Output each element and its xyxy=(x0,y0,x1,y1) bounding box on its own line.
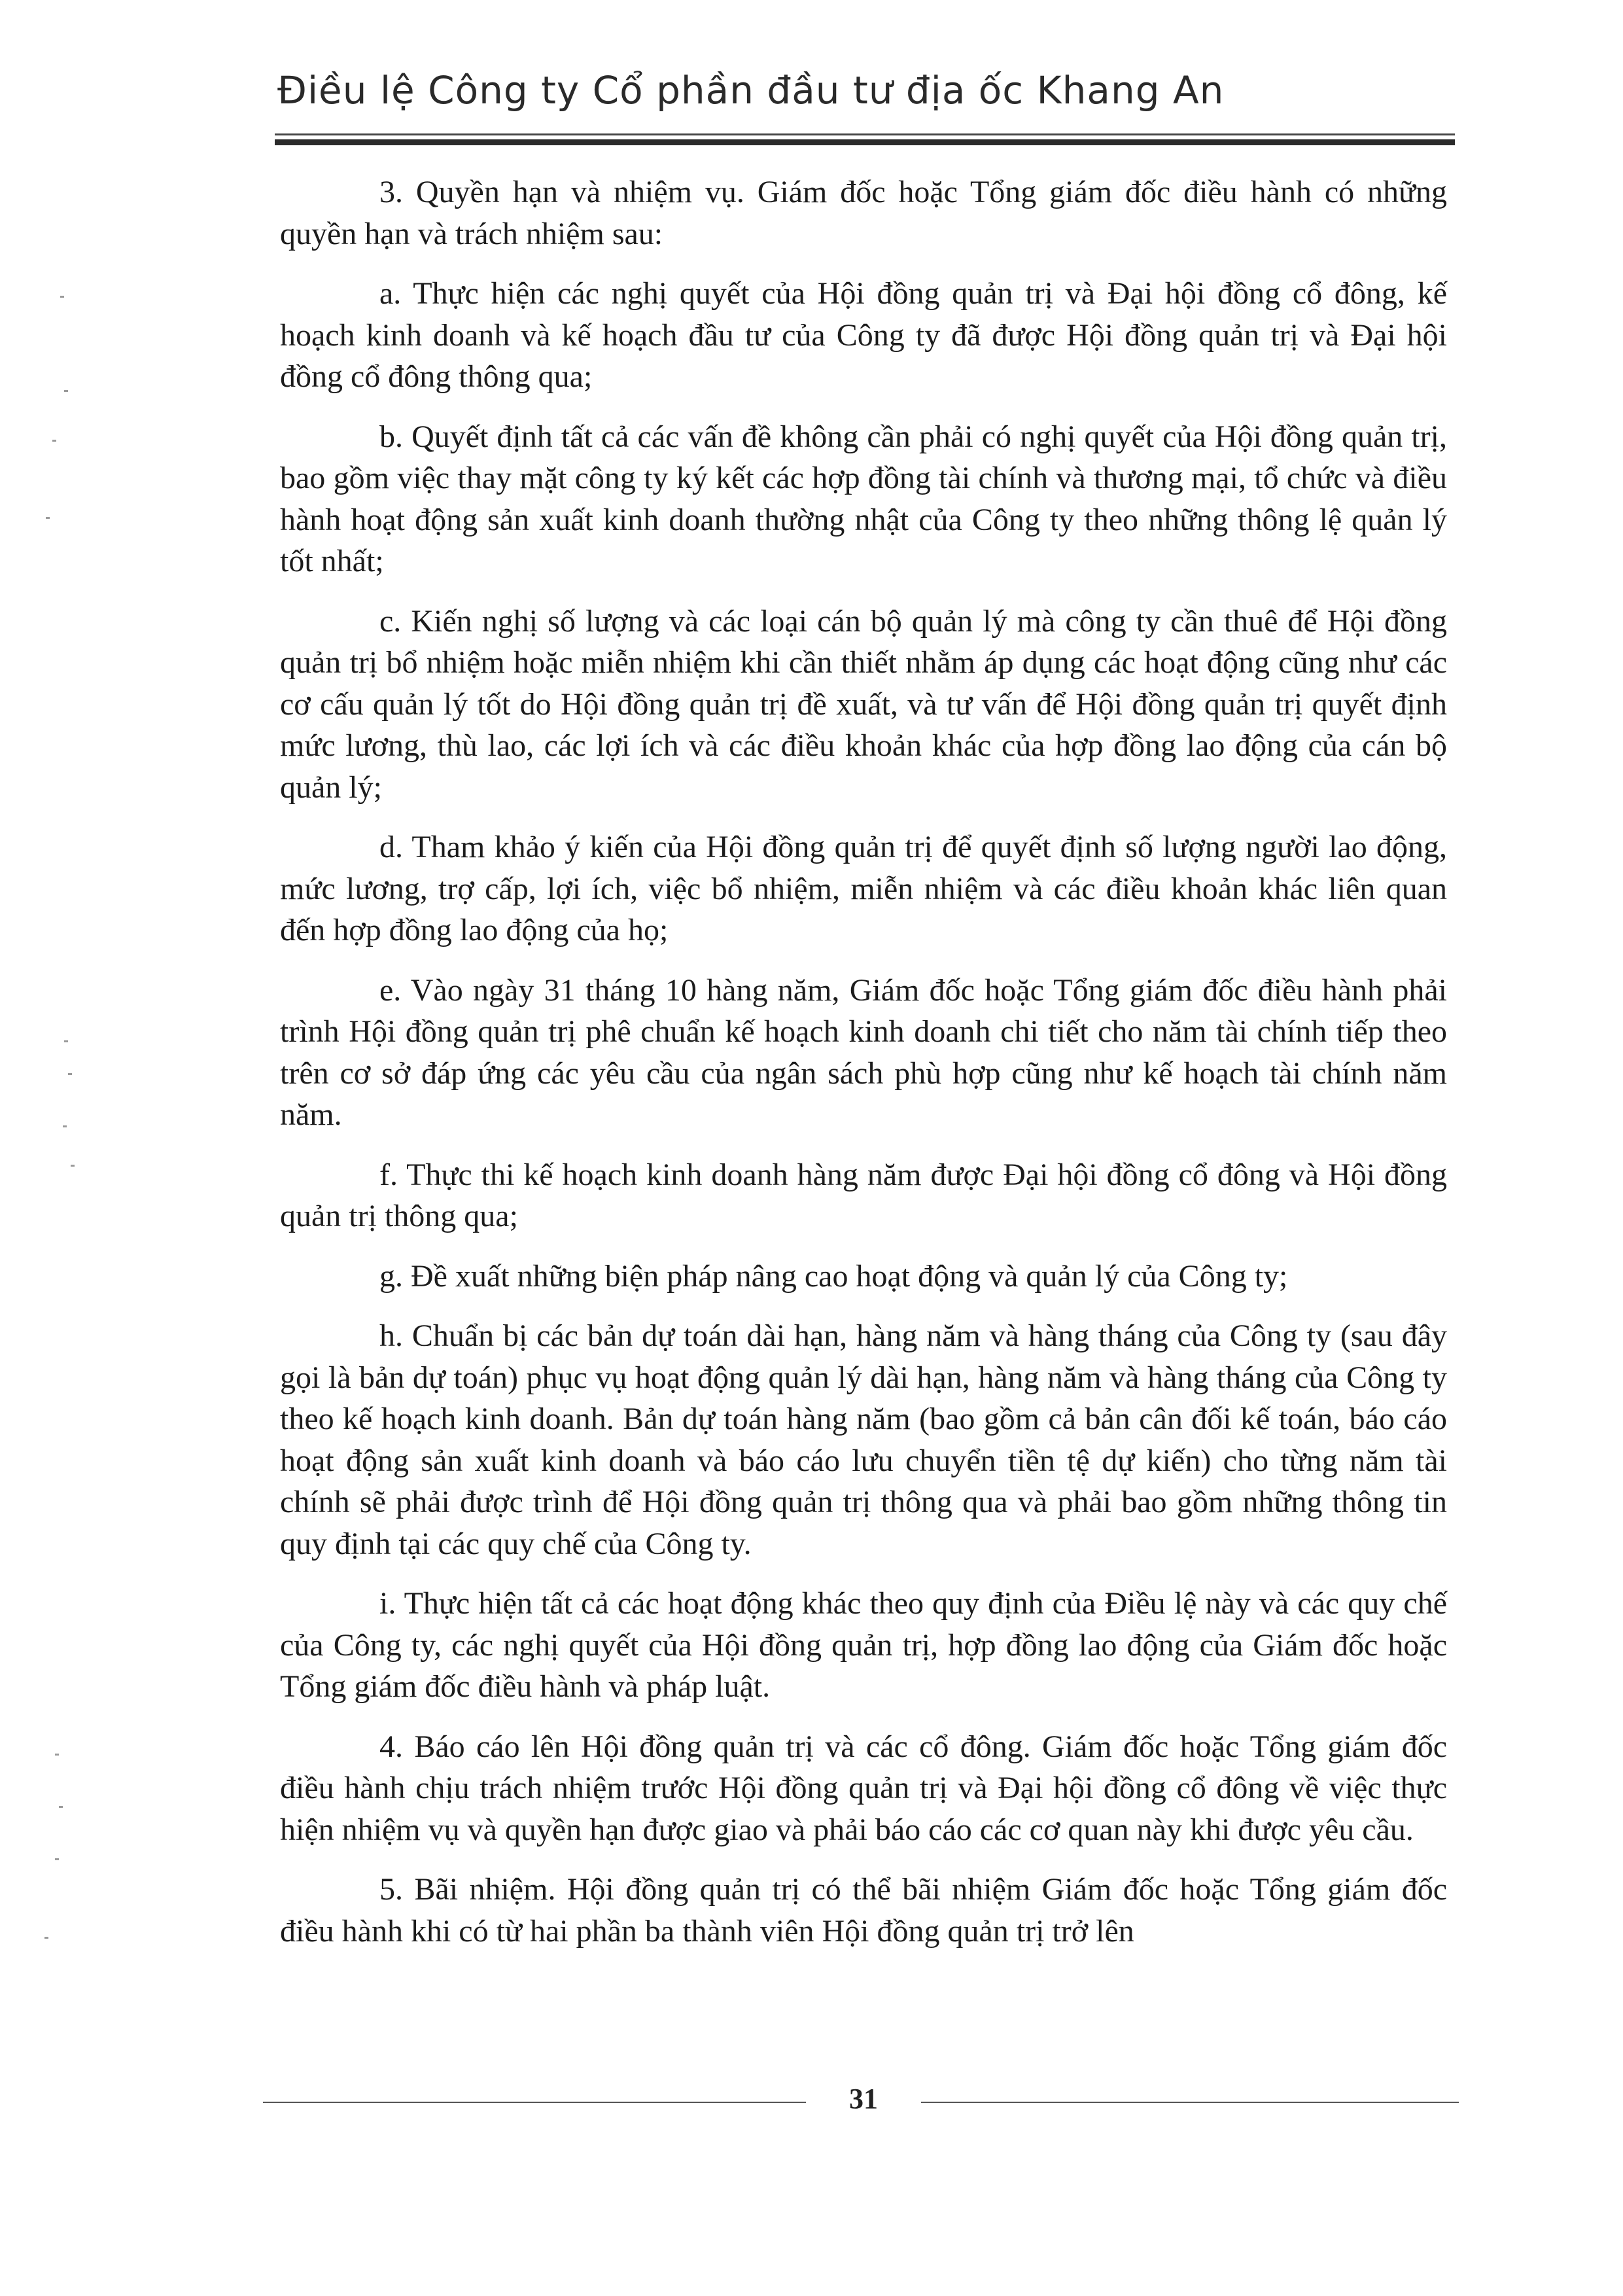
scan-artifact xyxy=(52,440,56,442)
scan-artifact xyxy=(64,1040,68,1042)
paragraph-item-f: f. Thực thi kế hoạch kinh doanh hàng năm được Đại hội đồng cổ đông và Hội đồng quản trị thông qua; xyxy=(280,1157,1447,1233)
document-body xyxy=(280,171,1447,1970)
document-header-title: Điều lệ Công ty Cổ phần đầu tư địa ốc Khang An xyxy=(277,68,1225,113)
footer-rule-left xyxy=(263,2102,806,2103)
scan-artifact xyxy=(46,517,50,519)
paragraph-item-g: g. Đề xuất những biện pháp nâng cao hoạt động và quản lý của Công ty; xyxy=(379,1258,1288,1294)
paragraph-item-b: b. Quyết định tất cả các vấn đề không cần phải có nghị quyết của Hội đồng quản trị, bao gồm việc thay mặt công ty ký kết các hợp đồng tài chính và thương mại, tổ chức và điều hành hoạt động sản xuất kinh doanh thường nhật của Công ty theo những thông lệ quản lý tốt nhất; xyxy=(280,419,1447,578)
paragraph-item-h: h. Chuẩn bị các bản dự toán dài hạn, hàng năm và hàng tháng của Công ty (sau đây gọi là bản dự toán) phục vụ hoạt động quản lý dài hạn, hàng năm và hàng tháng của Công ty theo kế hoạch kinh doanh. Bản dự toán hàng năm (bao gồm cả bản cân đối kế toán, báo cáo hoạt động sản xuất kinh doanh và báo cáo lưu chuyển tiền tệ dự kiến) cho từng năm tài chính sẽ phải được trình để Hội đồng quản trị thông qua và phải bao gồm những thông tin quy định tại các quy chế của Công ty. xyxy=(280,1318,1447,1561)
footer-rule-right xyxy=(921,2102,1459,2103)
paragraph-3-rights-duties: 3. Quyền hạn và nhiệm vụ. Giám đốc hoặc Tổng giám đốc điều hành có những quyền hạn và trách nhiệm sau: xyxy=(280,175,1447,251)
header-rule-thick xyxy=(275,139,1455,145)
page-number: 31 xyxy=(849,2083,878,2115)
scan-artifact xyxy=(63,1125,67,1127)
scan-artifact xyxy=(71,1165,75,1167)
paragraph-item-d: d. Tham khảo ý kiến của Hội đồng quản trị để quyết định số lượng người lao động, mức lương, trợ cấp, lợi ích, việc bổ nhiệm, miễn nhiệm và các điều khoản khác liên quan đến hợp đồng lao động của họ; xyxy=(280,830,1447,947)
paragraph-item-a: a. Thực hiện các nghị quyết của Hội đồng quản trị và Đại hội đồng cổ đông, kế hoạch kinh doanh và kế hoạch đầu tư của Công ty đã được Hội đồng quản trị và Đại hội đồng cổ đông thông qua; xyxy=(280,276,1447,394)
paragraph-5-dismissal: 5. Bãi nhiệm. Hội đồng quản trị có thể bãi nhiệm Giám đốc hoặc Tổng giám đốc điều hành khi có từ hai phần ba thành viên Hội đồng quản trị trở lên xyxy=(280,1872,1447,1949)
scan-artifact xyxy=(60,296,64,298)
scan-artifact xyxy=(68,1073,72,1075)
paragraph-4-reporting: 4. Báo cáo lên Hội đồng quản trị và các cổ đông. Giám đốc hoặc Tổng giám đốc điều hành chịu trách nhiệm trước Hội đồng quản trị và Đại hội đồng cổ đông về việc thực hiện nhiệm vụ và quyền hạn được giao và phải báo cáo các cơ quan này khi được yêu cầu. xyxy=(280,1729,1447,1847)
scan-artifact xyxy=(64,390,68,392)
scan-artifact xyxy=(55,1754,59,1756)
scan-artifact xyxy=(59,1806,63,1808)
header-rule xyxy=(275,133,1455,135)
paragraph-item-e: e. Vào ngày 31 tháng 10 hàng năm, Giám đốc hoặc Tổng giám đốc điều hành phải trình Hội đồng quản trị phê chuẩn kế hoạch kinh doanh chi tiết cho năm tài chính tiếp theo trên cơ sở đáp ứng các yêu cầu của ngân sách phù hợp cũng như kế hoạch tài chính năm năm. xyxy=(280,972,1447,1132)
scan-artifact xyxy=(44,1937,48,1939)
paragraph-item-i: i. Thực hiện tất cả các hoạt động khác theo quy định của Điều lệ này và các quy chế của Công ty, các nghị quyết của Hội đồng quản trị, hợp đồng lao động của Giám đốc hoặc Tổng giám đốc điều hành và pháp luật. xyxy=(280,1586,1447,1704)
scan-artifact xyxy=(55,1858,59,1860)
paragraph-item-c: c. Kiến nghị số lượng và các loại cán bộ quản lý mà công ty cần thuê để Hội đồng quản trị bổ nhiệm hoặc miễn nhiệm khi cần thiết nhằm áp dụng các hoạt động cũng như các cơ cấu quản lý tốt do Hội đồng quản trị đề xuất, và tư vấn để Hội đồng quản trị quyết định mức lương, thù lao, các lợi ích và các điều khoản khác của hợp đồng lao động của cán bộ quản lý; xyxy=(280,603,1447,805)
